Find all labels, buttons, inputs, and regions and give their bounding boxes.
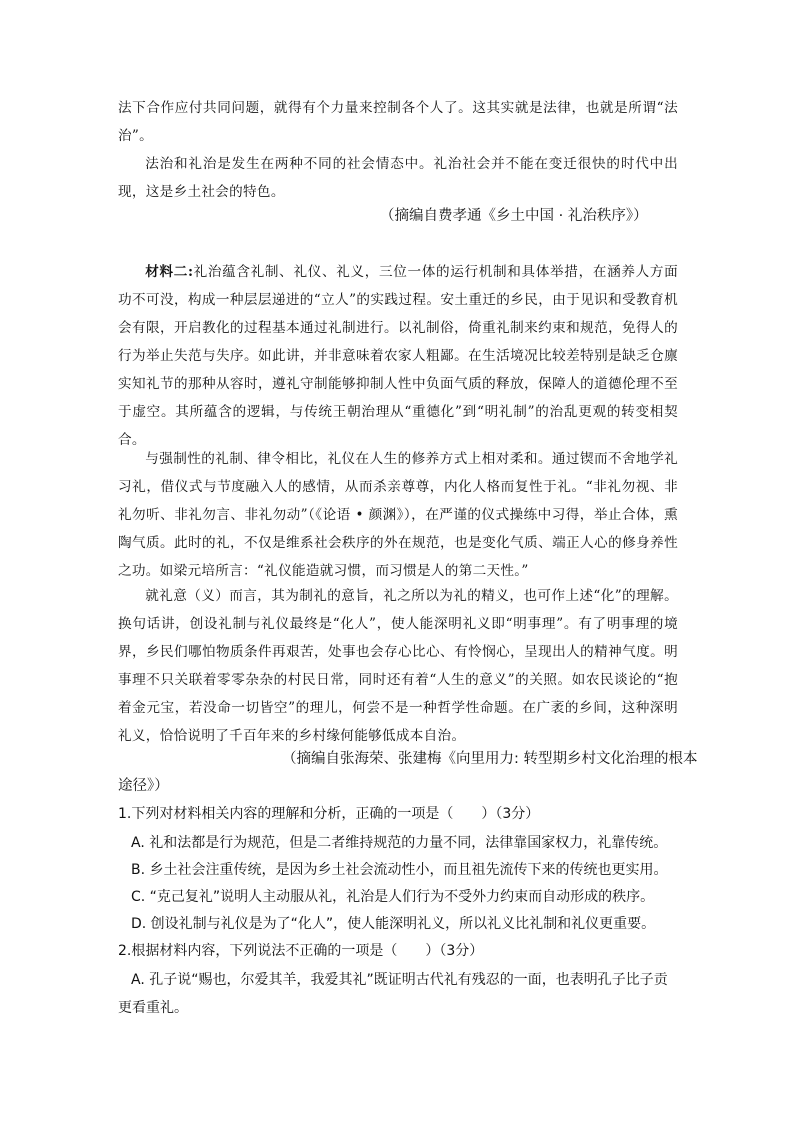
material1-source: （摘编自费孝通《乡土中国 · 礼治秩序》） (380, 208, 648, 224)
material2-paragraph-3: 就礼意（义）而言，其为制礼的意旨，礼之所以为礼的精义，也可作上述“化”的理解。换句话讲，创设礼制与礼仪最终是“化人”，使人能深明礼义即“明事理”。有了明事理的境界，乡民们哪怕物质条件再艰苦，处事也会存心比心、有怜悯心，呈现出人的精神气度。明事理不只关联着零零杂杂的村民日常，同时还有着“人生的意义”的关照。如农民谈论的“抱着金元宝，若没命一切皆空”的理儿，何尝不是一种哲学性命题。在广袤的乡间，这种深明礼义，恰恰说明了千百年来的乡村缘何能够低成本自治。 (118, 588, 678, 744)
question-2-stem: 2.根据材料内容，下列说法不正确的一项是（ ）（3分） (118, 943, 484, 959)
question-1-option-c: C. “克己复礼”说明人主动服从礼，礼治是人们行为不受外力约束而自动形成的秩序。 (131, 889, 655, 905)
material2-paragraph-1-text: 礼治蕴含礼制、礼仪、礼义，三位一体的运行机制和具体举措，在涵养人方面功不可没，构成一种层层递进的“立人”的实践过程。安土重迁的乡民，由于见识和受教育机会有限，开启教化的过程基本通过礼制进行。以礼制俗，倚重礼制来约束和规范，免得人的行为举止失范与失序。如此讲，并非意味着农家人粗鄙。在生活境况比较差特别是缺乏仓廪实知礼节的那种从容时，遵礼守制能够抑制人性中负面气质的释放，保障人的道德伦理不至于虚空。其所蕴含的逻辑，与传统王朝治理从“重德化”到“明礼制”的治乱更观的转变相契合。 (118, 264, 678, 448)
material1-paragraph-last: 法治和礼治是发生在两种不同的社会情态中。礼治社会并不能在变迁很快的时代中出现，这是乡土社会的特色。 (118, 156, 678, 200)
question-2-option-a: A. 孔子说“赐也，尔爱其羊，我爱其礼”既证明古代礼有残忍的一面，也表明孔子比子贡更看重礼。 (118, 972, 668, 1016)
material2-label: 材料二: (145, 264, 194, 280)
question-1-option-d: D. 创设礼制与礼仪是为了“化人”，使人能深明礼义，所以礼义比礼制和礼仪更重要。 (131, 916, 656, 932)
material2-source-line-1: （摘编自张海荣、张建梅《向里用力: 转型期乡村文化治理的根本 (282, 751, 698, 767)
material2-paragraph-1 (118, 258, 678, 454)
material1-paragraph-end: 法下合作应付共同问题，就得有个力量来控制各个人了。这其实就是法律，也就是所谓“法治”。 (118, 100, 678, 144)
material2-paragraph-2: 与强制性的礼制、律令相比，礼仪在人生的修养方式上相对柔和。通过锲而不舍地学礼习礼，借仪式与节度融入人的感情，从而杀亲尊尊，内化人格而复性于礼。“非礼勿视、非礼勿听、非礼勿言、非礼勿动”（《论语 • 颜渊》），在严谨的仪式操练中习得，举止合体，熏陶气质。此时的礼，不仅是维系社会秩序的外在规范，也是变化气质、端正人心的修身养性之功。如梁元培所言：“礼仪能造就习惯，而习惯是人的第二天性。” (118, 451, 678, 579)
question-1-stem: 1.下列对材料相关内容的理解和分析，正确的一项是（ ）（3分） (118, 806, 540, 822)
material2-source-line-2: 途径》） (118, 778, 169, 794)
question-1-option-a: A. 礼和法都是行为规范，但是二者维持规范的力量不同，法律靠国家权力，礼靠传统。 (131, 835, 668, 851)
question-1-option-b: B. 乡土社会注重传统，是因为乡土社会流动性小，而且祖先流传下来的传统也更实用。 (131, 862, 668, 878)
